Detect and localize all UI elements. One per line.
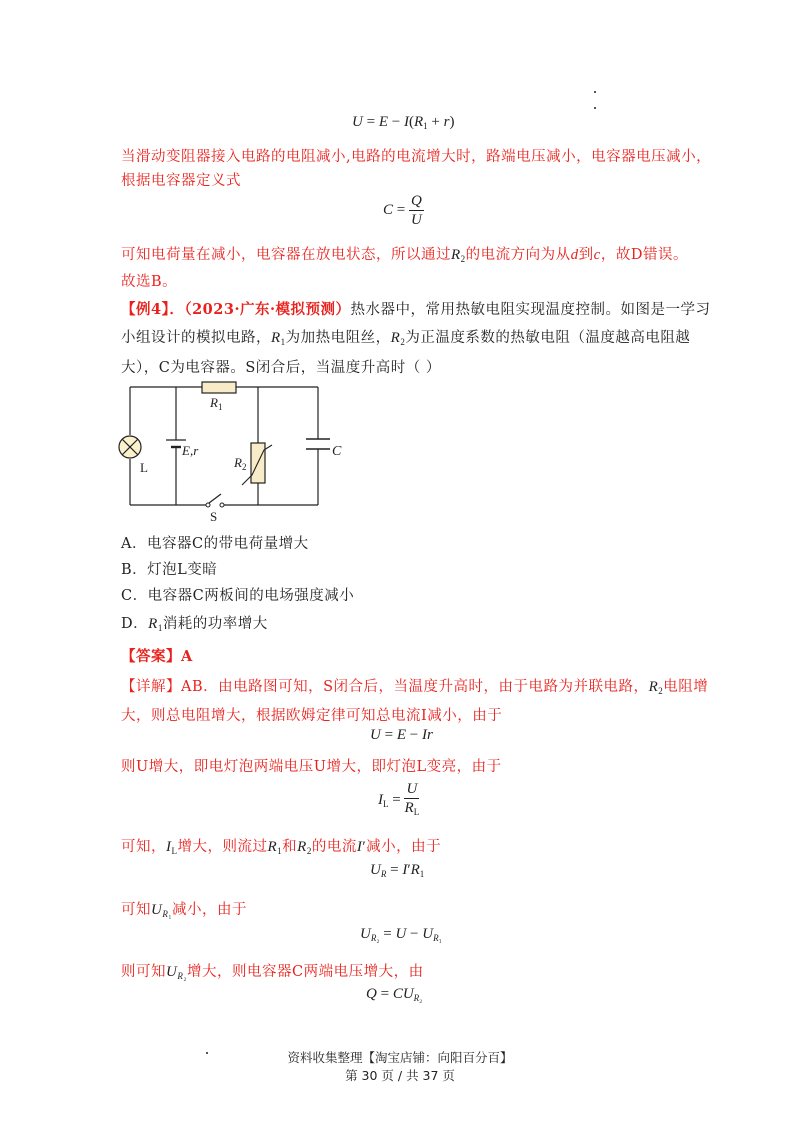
detail-line: 可知，$I_L$增大，则流过$R_1$和$R_2$的电流I′减小，由于 bbox=[121, 839, 442, 856]
footer-page-number: 第 30 页 / 共 37 页 bbox=[345, 1068, 455, 1083]
example-heading-line: 【例4】．（2023·广东·模拟预测）热水器中，常用热敏电阻实现温度控制。如图是一学习 bbox=[121, 301, 711, 318]
detail-line: 大，则总电阻增大，根据欧姆定律可知总电流I减小，由于 bbox=[121, 708, 503, 724]
paragraph-line: 根据电容器定义式 bbox=[121, 173, 241, 189]
equation-terminal-voltage: $U = E - I(R_1 + r)$ bbox=[352, 114, 455, 131]
thermistor-r2 bbox=[242, 443, 272, 485]
paragraph-line: 可知电荷量在减小，电容器在放电状态，所以通过$R_2$的电流方向为从d到c，故D错误。 bbox=[121, 247, 688, 264]
paragraph-line: 故选B。 bbox=[121, 274, 178, 290]
equation-ohm: U = E − Ir bbox=[370, 727, 433, 743]
equation-r1-voltage: $U_R = I'R_1$ bbox=[370, 862, 425, 879]
equation-r2-voltage: $U_{R_2} = U - U_{R_1}$ bbox=[360, 926, 442, 943]
option-a[interactable]: A．电容器C的带电荷量增大 bbox=[121, 536, 309, 552]
detail-line: 【详解】AB．由电路图可知，S闭合后，当温度升高时，由于电路为并联电路，$R_2$电阻增 bbox=[121, 679, 709, 696]
label-r1: $R_1$ bbox=[210, 395, 223, 412]
circuit-diagram bbox=[110, 375, 360, 525]
lamp-icon bbox=[119, 436, 141, 458]
label-r2: $R_2$ bbox=[234, 455, 247, 472]
option-c[interactable]: C．电容器C两板间的电场强度减小 bbox=[121, 588, 355, 604]
detail-line: 则U增大，即电灯泡两端电压U增大，即灯泡L变亮，由于 bbox=[121, 759, 502, 775]
resistor-r1 bbox=[202, 382, 236, 393]
decor-dot bbox=[594, 107, 596, 109]
equation-charge: $Q = CU_{R_2}$ bbox=[366, 986, 423, 1003]
label-er: E,r bbox=[182, 443, 199, 458]
label-switch: S bbox=[210, 509, 218, 524]
paragraph-line: 当滑动变阻器接入电路的电阻减小,电路的电流增大时，路端电压减小，电容器电压减小， bbox=[121, 149, 712, 165]
label-c: C bbox=[332, 444, 342, 459]
example-line: 大），C为电容器。S闭合后，当温度升高时（ ） bbox=[121, 360, 441, 376]
example-tag: 【例4】．（2023·广东·模拟预测） bbox=[121, 301, 351, 318]
detail-line: 可知$U_{R_1}$减小，由于 bbox=[121, 902, 247, 919]
label-lamp: L bbox=[140, 460, 148, 475]
equation-capacitance: C = $\frac{Q}{U}$ bbox=[383, 193, 422, 228]
capacitor-icon bbox=[306, 439, 330, 449]
answer-line: 【答案】A bbox=[121, 648, 193, 665]
option-b[interactable]: B．灯泡L变暗 bbox=[121, 562, 218, 578]
option-d[interactable]: D．$R_1$消耗的功率增大 bbox=[121, 616, 268, 633]
footer-source: 资料收集整理【淘宝店铺：向阳百分百】 bbox=[287, 1050, 513, 1065]
decor-dot bbox=[594, 91, 596, 93]
example-line: 小组设计的模拟电路，$R_1$为加热电阻丝，$R_2$为正温度系数的热敏电阻（温度越高电阻越 bbox=[121, 330, 691, 347]
switch-icon bbox=[206, 494, 224, 507]
detail-line: 则可知$U_{R_2}$增大，则电容器C两端电压增大，由 bbox=[121, 964, 424, 981]
equation-lamp-current: $I_L$ = $\frac{U}{R_L}$ bbox=[378, 781, 420, 817]
